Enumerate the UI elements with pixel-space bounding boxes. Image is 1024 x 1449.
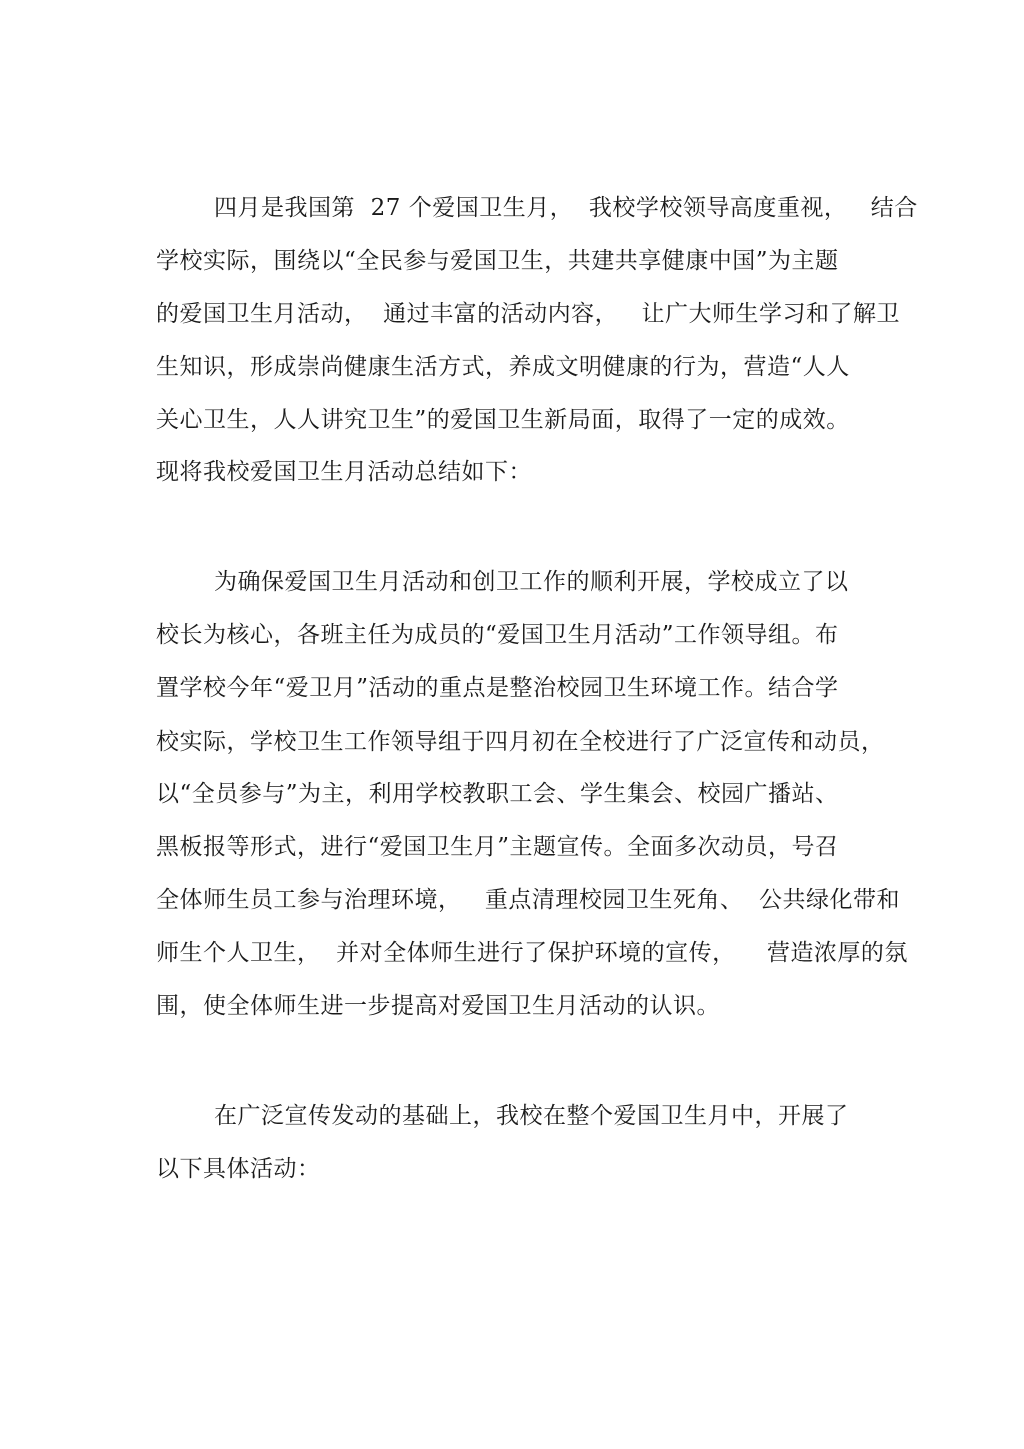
paragraph-line: 全体师生员工参与治理环境， 重点清理校园卫生死角、 公共绿化带和 <box>156 887 901 913</box>
paragraph-line: 生知识，形成崇尚健康生活方式，养成文明健康的行为，营造“人人 <box>156 354 850 380</box>
paragraph-line: 校实际，学校卫生工作领导组于四月初在全校进行了广泛宣传和动员， <box>156 729 885 755</box>
paragraph-line: 以“全员参与”为主，利用学校教职工会、学生集会、校园广播站、 <box>156 781 839 807</box>
paragraph-line: 师生个人卫生， 并对全体师生进行了保护环境的宣传， 营造浓厚的氛 <box>156 940 908 966</box>
paragraph-line: 以下具体活动： <box>156 1156 321 1182</box>
paragraph-line: 的爱国卫生月活动， 通过丰富的活动内容， 让广大师生学习和了解卫 <box>156 301 901 327</box>
paragraph-line: 四月是我国第 27 个爱国卫生月， 我校学校领导高度重视， 结合 <box>214 195 918 221</box>
paragraph-line: 置学校今年“爱卫月”活动的重点是整治校园卫生环境工作。结合学 <box>156 675 839 701</box>
paragraph-line: 学校实际，围绕以“全民参与爱国卫生，共建共享健康中国”为主题 <box>156 248 839 274</box>
paragraph-line: 为确保爱国卫生月活动和创卫工作的顺利开展，学校成立了以 <box>214 569 849 595</box>
paragraph-line: 关心卫生，人人讲究卫生”的爱国卫生新局面，取得了一定的成效。 <box>156 407 850 433</box>
paragraph-line: 黑板报等形式，进行“爱国卫生月”主题宣传。全面多次动员，号召 <box>156 834 839 860</box>
paragraph-line: 校长为核心，各班主任为成员的“爱国卫生月活动”工作领导组。布 <box>156 622 839 648</box>
paragraph-line: 围，使全体师生进一步提高对爱国卫生月活动的认识。 <box>156 993 720 1019</box>
paragraph-line: 现将我校爱国卫生月活动总结如下： <box>156 459 532 485</box>
paragraph-line: 在广泛宣传发动的基础上，我校在整个爱国卫生月中，开展了 <box>214 1103 849 1129</box>
